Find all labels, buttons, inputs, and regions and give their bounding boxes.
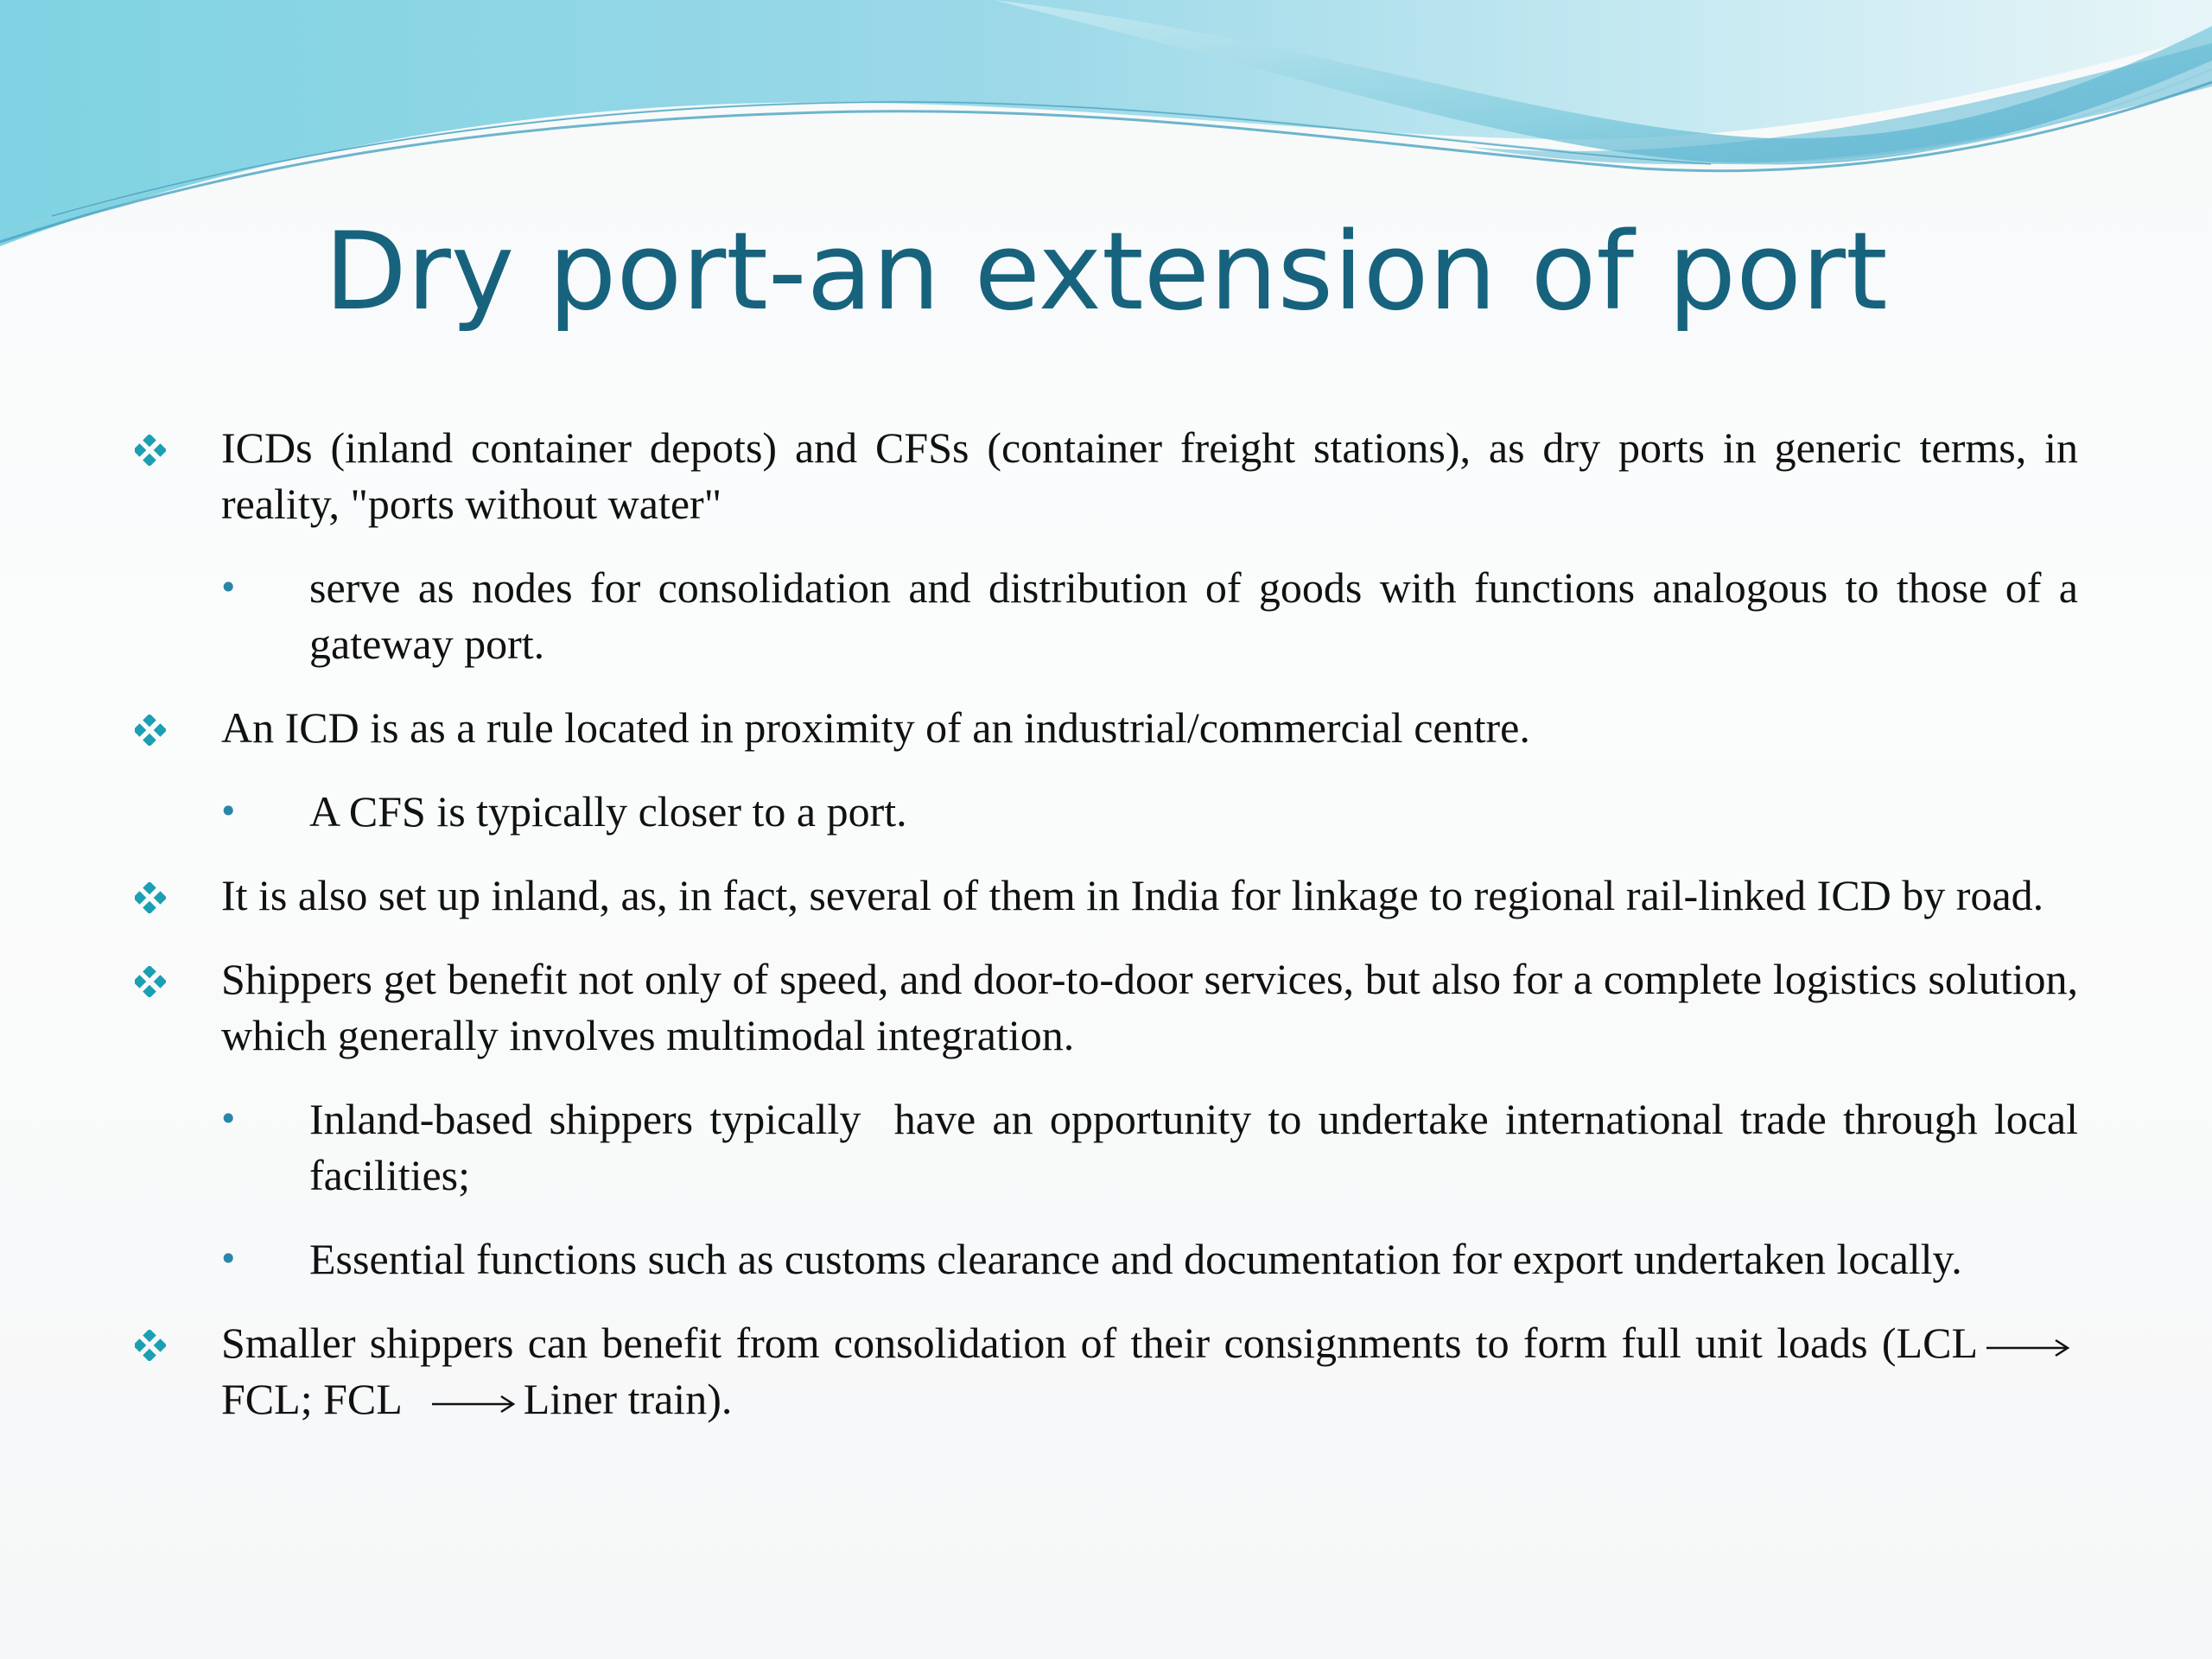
sub-bullet-item-1 [130,560,2078,672]
sub-bullet-text: Inland-based shippers typically have an opportunity to undertake international trade through local facilities; [309,1095,2089,1199]
diamond-bullet-icon [135,715,166,746]
sub-bullet-item-4 [130,1231,2078,1287]
bullet-text-mid: FCL; FCL [221,1375,403,1423]
slide-title: Dry port-an extension of port [324,210,1888,334]
sub-bullet-item-3 [130,1091,2089,1204]
bullet-item-4 [130,951,2078,1064]
dot-bullet-icon: • [219,792,238,830]
dot-bullet-icon: • [219,1100,238,1138]
bullet-text: Shippers get benefit not only of speed, and door-to-door services, but also for a complete logistics solution, which generally involves multimodal integration. [221,955,2078,1059]
sub-bullet-text: A CFS is typically closer to a port. [309,787,907,836]
dot-bullet-icon: • [219,569,238,607]
diamond-bullet-icon [135,435,166,466]
diamond-bullet-icon [135,966,166,997]
bullet-item-1 [130,420,2078,532]
right-arrow-icon [1983,1335,2073,1361]
sub-bullet-text: Essential functions such as customs clearance and documentation for export undertaken locally. [309,1235,1962,1283]
bullet-list [130,420,2089,1455]
diamond-bullet-icon [135,882,166,913]
bullet-text: ICDs (inland container depots) and CFSs (container freight stations), as dry ports in generic terms, in reality, "ports without water" [221,423,2078,528]
diamond-bullet-icon [135,1330,166,1361]
bullet-text-end: Liner train). [523,1375,733,1423]
bullet-item-3 [130,868,2078,924]
bullet-item-5 [130,1315,2078,1427]
bullet-text-start: Smaller shippers can benefit from consolidation of their consignments to form full unit loads (LCL [221,1319,1978,1367]
bullet-item-2 [130,700,2078,756]
sub-bullet-text: serve as nodes for consolidation and distribution of goods with functions analogous to those of a gateway port. [309,563,2078,668]
dot-bullet-icon: • [219,1240,238,1278]
bullet-text: It is also set up inland, as, in fact, several of them in India for linkage to regional rail-linked ICD by road. [221,871,2044,919]
right-arrow-icon [429,1391,518,1417]
bullet-text: An ICD is as a rule located in proximity of an industrial/commercial centre. [221,703,1530,752]
sub-bullet-item-2 [130,784,2078,840]
